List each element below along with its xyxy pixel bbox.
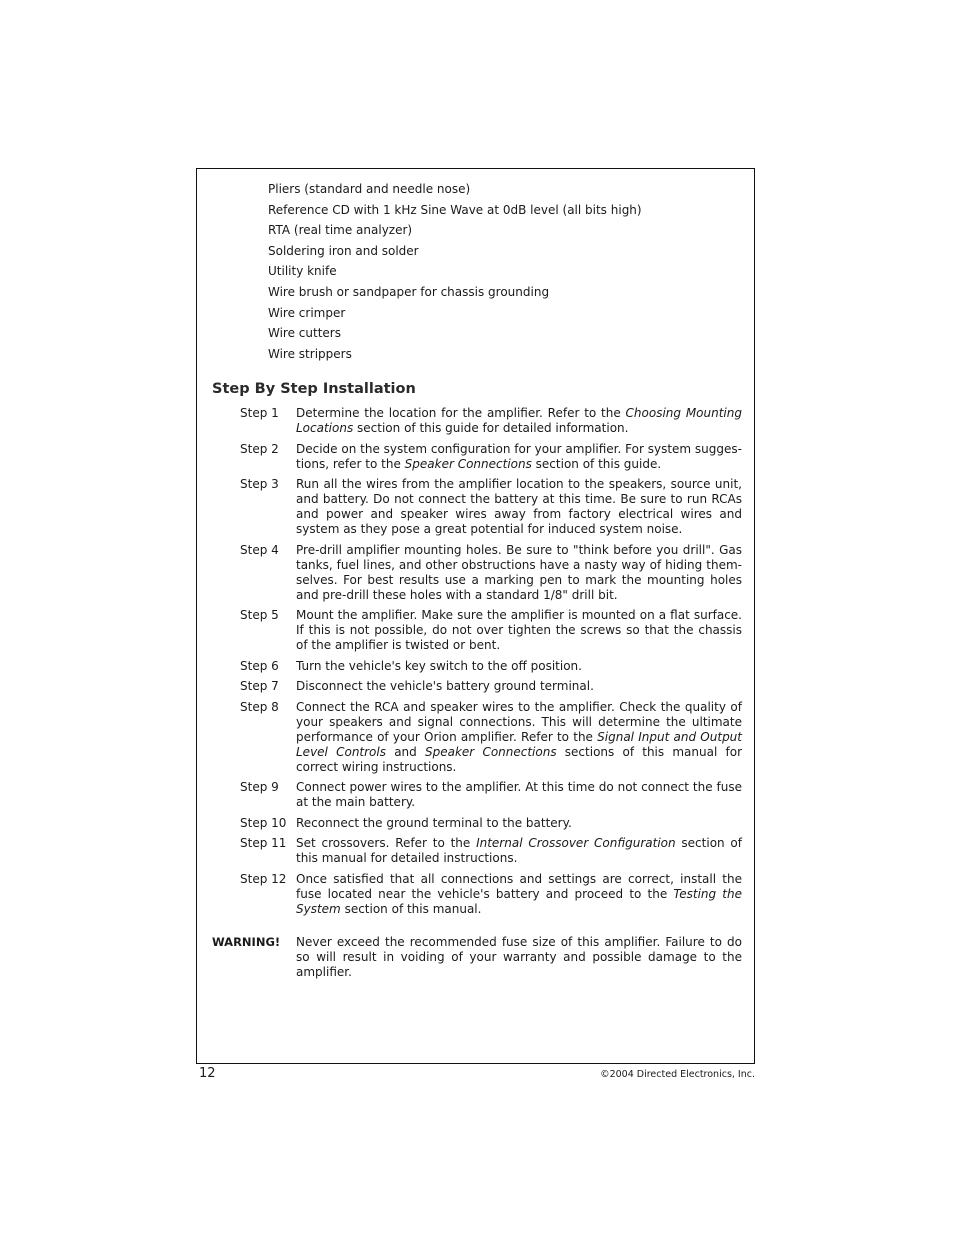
step-text [296,477,742,537]
step-label: Step 4 [240,542,279,557]
step-text-segment: section of this manual. [340,901,482,916]
warning-label: WARNING! [212,935,281,949]
step-text [296,700,742,775]
step-row [240,816,742,831]
step-text-segment: Pre-drill amplifier mounting holes. Be sure to "think before you drill". Gas tanks, fuel lines, and other obstructions have a nasty way of hiding themselves. For best results use a marking pen to mark the mounting holes and pre-drill these holes with a standard 1/8" drill bit. [296,542,742,602]
step-row [240,543,742,603]
step-row [240,836,742,866]
tool-item: Wire crimper [268,305,346,320]
section-title: Step By Step Installation [212,381,416,397]
step-text [296,780,742,810]
steps-list [240,406,742,922]
tool-item: Utility knife [268,264,337,279]
step-text-segment: Mount the amplifier. Make sure the amplifier is mounted on a flat surface. If this is not possible, do not over tighten the screws so that the chassis of the amplifier is twisted or bent. [296,608,742,652]
step-text [296,836,742,866]
warning-text: Never exceed the recommended fuse size of this amplifier. Failure to do so will result in voiding of your warranty and possible damage to the amplifier. [296,935,742,979]
step-row [240,477,742,537]
copyright-notice: ©2004 Directed Electronics, Inc. [600,1069,755,1080]
tool-item: Reference CD with 1 kHz Sine Wave at 0dB level (all bits high) [268,202,642,217]
step-text-segment: Once satisfied that all connections and settings are correct, install the fuse located near the vehicle's battery and proceed to the [296,871,742,901]
step-text-segment: section of this guide. [531,456,662,471]
step-text-segment: Connect power wires to the amplifier. At this time do not connect the fuse at the main battery. [296,780,742,809]
tool-item: RTA (real time analyzer) [268,223,413,238]
step-text-reference: Testing the System [296,886,742,916]
step-row [240,780,742,810]
step-text-segment: Turn the vehicle's key switch to the off position. [296,658,582,673]
step-label: Step 11 [240,836,287,850]
step-label: Step 9 [240,780,279,794]
tool-item: Pliers (standard and needle nose) [268,182,471,196]
tool-item: Wire brush or sandpaper for chassis grounding [268,284,550,299]
page-number: 12 [199,1066,216,1081]
step-text [296,872,742,917]
step-row [240,608,742,653]
step-text [296,679,742,694]
step-text-segment: Determine the location for the amplifier. Refer to the [296,406,626,420]
warning-note [212,935,742,980]
step-text-segment: Reconnect the ground terminal to the battery. [296,815,572,830]
step-label: Step 3 [240,477,279,491]
step-label: Step 5 [240,608,279,622]
step-text [296,543,742,603]
step-text-segment: sections of this manual for correct wiring instructions. [296,744,743,774]
step-label: Step 1 [240,406,279,420]
step-text [296,406,742,436]
step-text-reference: Signal Input and Output Level Controls [296,729,742,759]
step-text [296,442,742,472]
tool-item: Soldering iron and solder [268,243,419,258]
step-text [296,816,742,831]
step-row [240,872,742,917]
step-text-segment: Set crossovers. Refer to the [296,836,477,850]
step-text-segment: section of this guide for detailed information. [353,421,629,435]
step-text-segment: Disconnect the vehicle's battery ground terminal. [296,679,594,693]
step-text [296,608,742,653]
step-row [240,679,742,694]
step-text-reference: Choosing Mounting Locations [296,406,742,435]
step-row [240,659,742,674]
step-label: Step 6 [240,658,279,673]
content-frame [196,168,755,1064]
step-label: Step 7 [240,679,279,693]
step-text-reference: Speaker Connections [404,456,532,471]
step-text [296,659,742,674]
step-text-reference: Speaker Connections [425,744,557,759]
tool-item: Wire cutters [268,326,341,341]
step-text-segment: Run all the wires from the amplifier location to the speakers, source unit, and battery. Do not connect the battery at this time. Be sure to run RCAs and power and speaker wires away from factory electrical wires and system as they pose a great potential for induced system noise. [296,477,742,536]
step-row [240,700,742,775]
tools-list [268,179,642,364]
step-text-segment: Decide on the system configuration for your amplifier. For system suggestions, refer to the [296,441,742,471]
step-label: Step 10 [240,815,287,830]
step-label: Step 12 [240,871,287,886]
step-text-segment: and [386,744,425,759]
step-label: Step 8 [240,699,279,714]
step-text-reference: Internal Crossover Configuration [476,836,676,850]
step-row [240,442,742,472]
step-text-segment: section of this manual for detailed instructions. [296,836,742,865]
step-text-segment: Connect the RCA and speaker wires to the amplifier. Check the quality of your speakers and signal connections. This will determine the ultimate performance of your Orion amplifier. Refer to the [296,699,742,744]
tool-item: Wire strippers [268,346,352,361]
step-row [240,406,742,436]
step-label: Step 2 [240,441,279,456]
